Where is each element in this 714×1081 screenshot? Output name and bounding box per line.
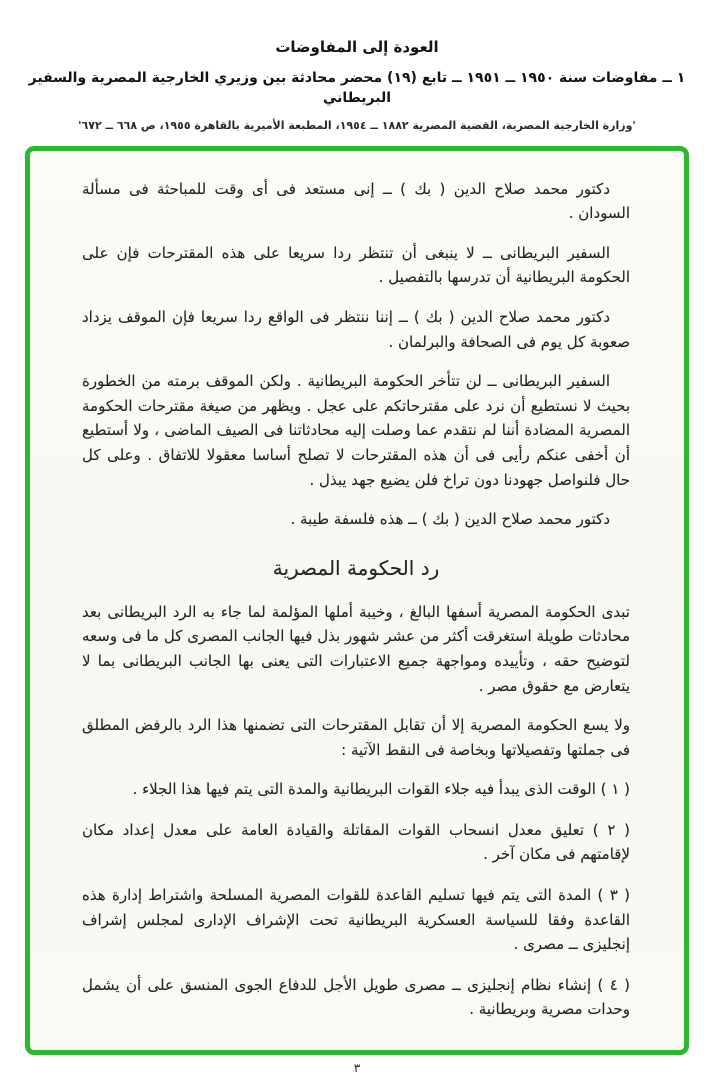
numbered-item: ( ٢ ) تعليق معدل انسحاب القوات المقاتلة والقيادة العامة على معدل إعداد مكان لإقامتهم فى مكان آخر .	[82, 820, 630, 864]
dialogue-paragraph: دكتور محمد صلاح الدين ( بك ) ــ إننا ننتظر فى الواقع ردا سريعا فإن الموقف يزداد صعوبة كل يوم فى الصحافة والبرلمان .	[82, 307, 630, 351]
page-subtitle: ١ ــ مفاوضات سنة ١٩٥٠ ــ ١٩٥١ ــ تابع (١٩) محضر محادثة بين وزيري الخارجية المصرية والسفير البريطاني	[28, 70, 686, 107]
source-citation: 'وزارة الخارجية المصرية، القضية المصرية ١٨٨٢ ــ ١٩٥٤، المطبعة الأميرية بالقاهرة ١٩٥٥، ص ٦٦٨ ــ ٦٧٢'	[78, 118, 636, 132]
section-heading: رد الحكومة المصرية	[272, 555, 440, 580]
page-title: العودة إلى المفاوضات	[275, 38, 439, 56]
numbered-item: ( ٣ ) المدة التى يتم فيها تسليم القاعدة للقوات المصرية المسلحة واشتراط إدارة هذه القاعدة وفقا للسياسة العسكرية البريطانية تحت الإشراف الإدارى لمجلس إشراف إنجليزى ــ مصرى .	[82, 886, 631, 954]
dialogue-paragraph: السفير البريطانى ــ لن تتأخر الحكومة البريطانية . ولكن الموقف برمته من الخطورة بحيث لا نستطيع أن نرد على مقترحاتكم على عجل . ويظهر من صيغة مقترحات الحكومة المصرية المضادة أننا لم نتقدم عما وصلت إليه محادثاتنا فى الصيف الماضى ، ولا أستطيع أن أخفى عنكم رأيى فى أن هذه المقترحات لا تصلح أساسا معقولا للاتفاق . وعلى كل حال فلنواصل جهودنا دون تراخ فلن يضيع جهد يبذل .	[82, 372, 630, 489]
dialogue-paragraph: دكتور محمد صلاح الدين ( بك ) ــ إنى مستعد فى أى وقت للمباحثة فى مسألة السودان .	[82, 179, 630, 223]
numbered-item: ( ١ ) الوقت الذى يبدأ فيه جلاء القوات البريطانية والمدة التى يتم فيها هذا الجلاء .	[132, 780, 630, 799]
numbered-item: ( ٤ ) إنشاء نظام إنجليزى ــ مصرى طويل الأجل للدفاع الجوى المنسق على أن يشمل وحدات مصرية وبريطانية .	[82, 975, 631, 1019]
body-paragraph: ولا يسع الحكومة المصرية إلا أن تقابل المقترحات التى تضمنها هذا الرد بالرفض المطلق فى جملتها وتفصيلاتها وبخاصة فى النقط الآتية :	[82, 716, 630, 759]
page-number: ٣	[353, 1061, 361, 1076]
body-paragraph: تبدى الحكومة المصرية أسفها البالغ ، وخيبة أملها المؤلمة لما جاء به الرد البريطانى بعد محادثات طويلة استغرقت أكثر من عشر شهور بذل فيها الجانب المصرى كل ما فى وسعه لتوضيح حقه ، وتأييده ومواجهة جميع الاعتبارات التى يعنى بها الجانب البريطانى بما لا يتعارض مع حقوق مصر .	[82, 602, 630, 695]
header	[0, 0, 714, 132]
scanned-document-frame	[25, 146, 689, 1055]
dialogue-paragraph: السفير البريطانى ــ لا ينبغى أن تنتظر ردا سريعا على هذه المقترحات فإن على الحكومة البريطانية أن تدرسها بالتفصيل .	[82, 243, 630, 287]
dialogue-paragraph: دكتور محمد صلاح الدين ( بك ) ــ هذه فلسفة طيبة .	[290, 510, 610, 529]
